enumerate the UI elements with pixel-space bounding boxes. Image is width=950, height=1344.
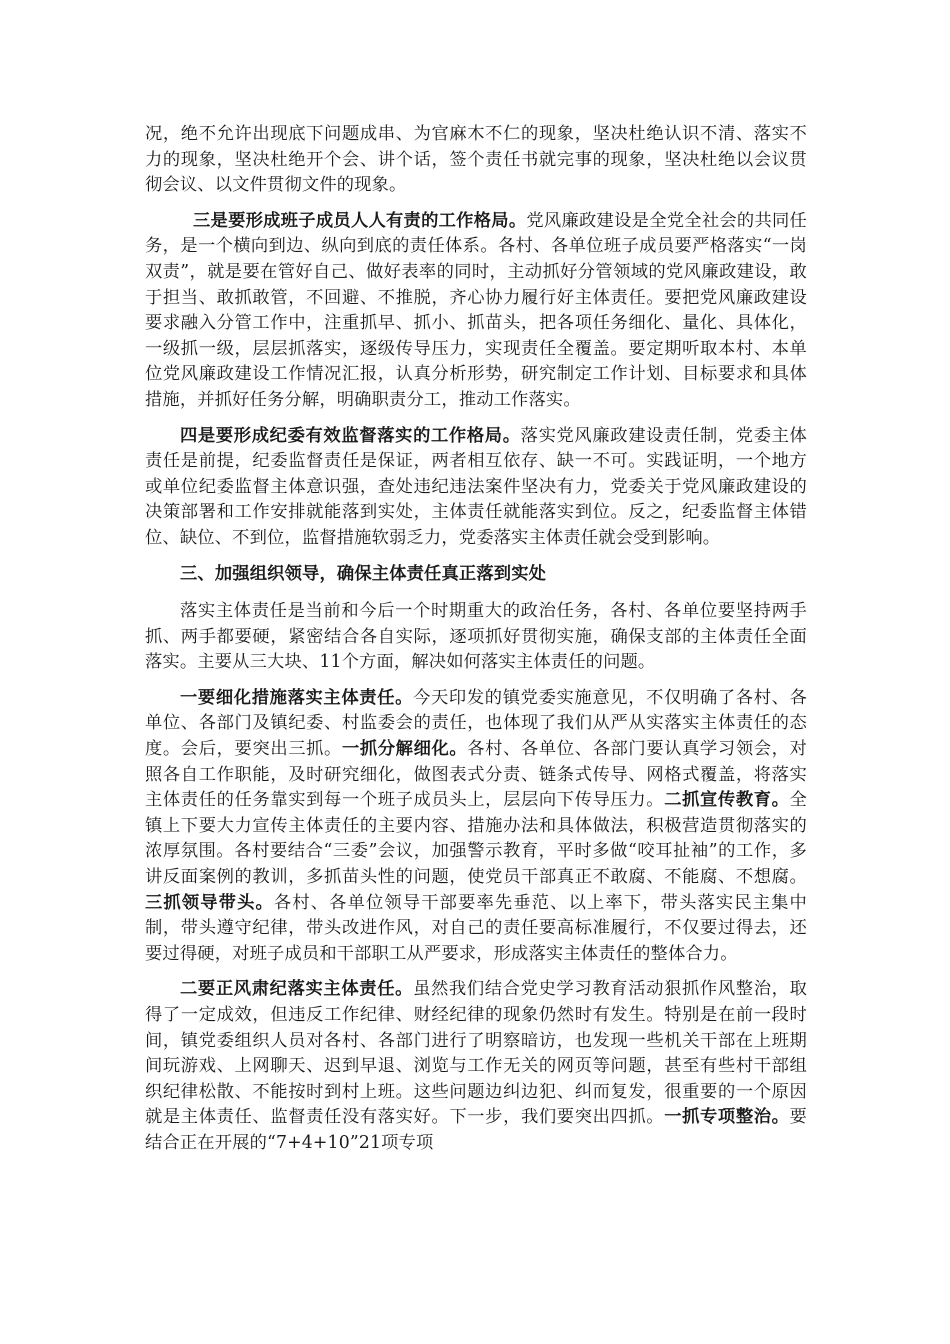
bold-lead-text: 三是要形成班子成员人人有责的工作格局。 [193,210,527,231]
document-body [145,122,807,1167]
bold-lead-text: 一抓专项整治。 [664,1107,790,1128]
body-text: 落实主体责任是当前和今后一个时期重大的政治任务，各村、各单位要坚持两手抓、两手都要硬，紧密结合各自实际，逐项抓好贯彻实施，确保支部的主体责任全面落实。主要从三大块、11个方面，解决如何落实主体责任的问题。 [145,601,807,673]
bold-lead-text: 一抓分解细化。 [341,739,468,760]
bold-lead-text: 二抓宣传教育。 [664,790,790,811]
paragraph-three [145,209,807,414]
paragraph-four [145,424,807,552]
body-text: 要结合正在开展的“7+4+10”21项专项 [145,1107,807,1153]
bold-lead-text: 三抓领导带头。 [145,892,274,913]
body-text: 虽然我们结合党史学习教育活动狠抓作风整治，取得了一定成效，但违反工作纪律、财经纪律的现象仍然时有发生。特别是在前一段时间，镇党委组织人员对各村、各部门进行了明察暗访，也发现一些机关干部在上班期间玩游戏、上网聊天、迟到早退、浏览与工作无关的网页等问题，甚至有些村干部组织纪律松散、不能按时到村上班。这些问题边纠边犯、纠而复发，很重要的一个原因就是主体责任、监督责任没有落实好。下一步，我们要突出四抓。 [145,979,807,1128]
body-text: 全镇上下要大力宣传主体责任的主要内容、措施办法和具体做法，积极营造贯彻落实的浓厚氛围。各村要结合“三委”会议，加强警示教育，平时多做“咬耳扯袖”的工作，多讲反面案例的教训，多抓苗头性的问题，使党员干部真正不敢腐、不能腐、不想腐。 [145,790,807,888]
body-text: 况，绝不允许出现底下问题成串、为官麻木不仁的现象，坚决杜绝认识不清、落实不力的现象，坚决杜绝开个会、讲个话，签个责任书就完事的现象，坚决杜绝以会议贯彻会议、以文件贯彻文件的现象。 [145,124,807,196]
bold-lead-text: 二要正风肃纪落实主体责任。 [180,979,414,1000]
paragraph-first [145,686,807,968]
body-text: 各村、各单位、各部门要认真学习领会，对照各自工作职能，及时研究细化，做图表式分责、链条式传导、网格式覆盖，将落实主体责任的任务靠实到每一个班子成员头上，层层向下传导压力。 [145,739,807,811]
paragraph-second [145,977,807,1156]
section-heading [145,562,807,588]
bold-lead-text: 一要细化措施落实主体责任。 [180,687,414,708]
body-text: 党风廉政建设是全党全社会的共同任务，是一个横向到边、纵向到底的责任体系。各村、各单位班子成员要严格落实“一岗双责”，就是要在管好自己、做好表率的同时，主动抓好分管领域的党风廉政建设，敢于担当、敢抓敢管，不回避、不推脱，齐心协力履行好主体责任。要把党风廉政建设要求融入分管工作中，注重抓早、抓小、抓苗头，把各项任务细化、量化、具体化，一级抓一级，层层抓落实，逐级传导压力，实现责任全覆盖。要定期听取本村、本单位党风廉政建设工作情况汇报，认真分析形势，研究制定工作计划、目标要求和具体措施，并抓好任务分解，明确职责分工，推动工作落实。 [145,210,807,410]
body-text: 各村、各单位领导干部要率先垂范、以上率下，带头落实民主集中制，带头遵守纪律，带头改进作风，对自己的责任要高标准履行，不仅要过得去，还要过得硬，对班子成员和干部职工从严要求，形成落实主体责任的整体合力。 [145,892,807,964]
paragraph-intro [145,599,807,676]
paragraph-continuation [145,122,807,199]
body-text: 今天印发的镇党委实施意见，不仅明确了各村、各单位、各部门及镇纪委、村监委会的责任，也体现了我们从严从实落实主体责任的态度。会后，要突出三抓。 [145,687,807,760]
bold-lead-text: 四是要形成纪委有效监督落实的工作格局。 [180,425,521,446]
body-text: 落实党风廉政建设责任制，党委主体责任是前提，纪委监督责任是保证，两者相互依存、缺一不可。实践证明，一个地方或单位纪委监督主体意识强，查处违纪违法案件坚决有力，党委关于党风廉政建设的决策部署和工作安排就能落到实处，主体责任就能落实到位。反之，纪委监督主体错位、缺位、不到位，监督措施软弱乏力，党委落实主体责任就会受到影响。 [145,425,807,548]
bold-lead-text: 三、加强组织领导，确保主体责任真正落到实处 [180,563,547,584]
